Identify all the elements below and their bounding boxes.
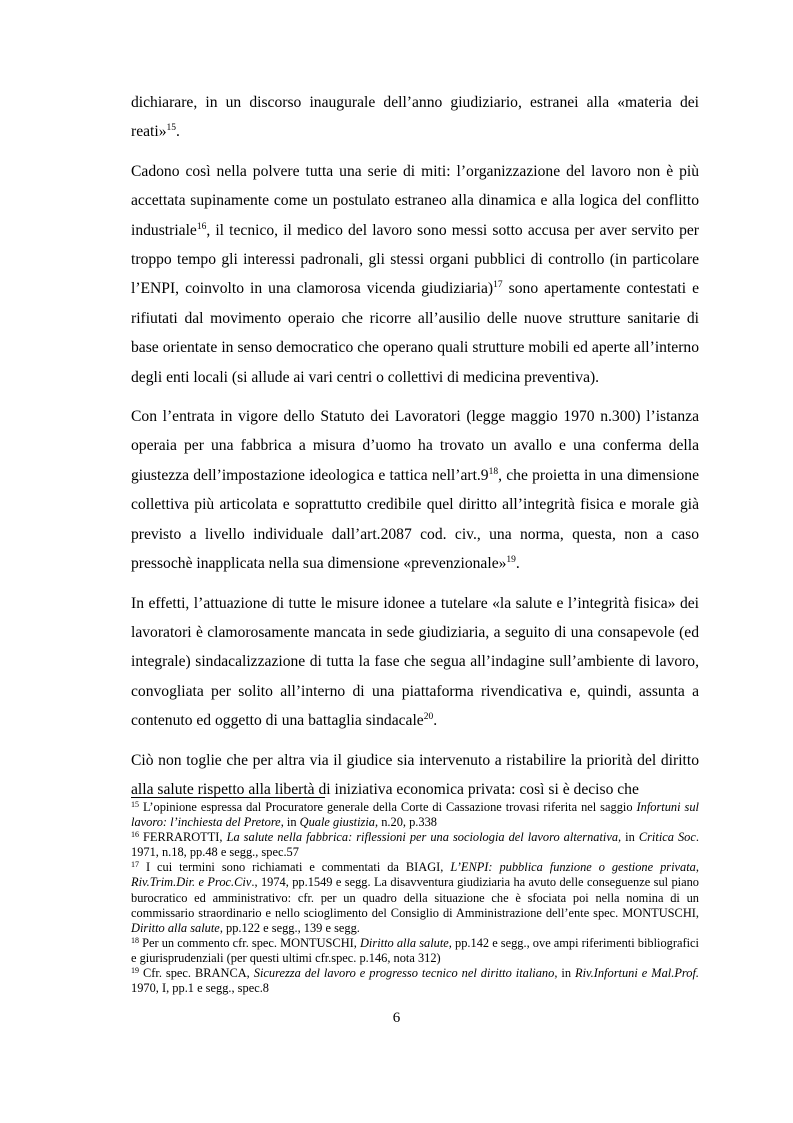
- footnotes: [131, 800, 699, 996]
- italic-title: Riv.Trim.Dir. e Proc.Civ: [131, 875, 252, 890]
- italic-title: Sicurezza del lavoro e progresso tecnico nel diritto italiano: [253, 966, 555, 981]
- footnote-ref: 20: [423, 712, 434, 723]
- paragraph: Ciò non toglie che per altra via il giudice sia intervenuto a ristabilire la priorità del diritto alla salute rispetto alla libertà di iniziativa economica privata: così si è deciso che: [131, 751, 699, 798]
- footnote-ref: 18: [488, 466, 499, 477]
- footnote-ref: 16: [131, 830, 139, 840]
- footnote-ref: 15: [131, 800, 139, 809]
- paragraph: Cadono così nella polvere tutta una serie di miti: l’organizzazione del lavoro non è più accettata supinamente come un postulato estraneo alla dinamica e alla logica del conflitto industriale$^{16}$, il tecnico, il medico del lavoro sono messi sotto accusa per aver servito per troppo tempo gli interessi padronali, gli stessi organi pubblici di controllo (in particolare l’ENPI, coinvolto in una clamorosa vicenda giudiziaria)$^{17}$ sono apertamente contestati e rifiutati dal movimento operaio che ricorre all’ausilio delle nuove strutture sanitarie di base orientate in senso democratico che operano quali strutture mobili ed aperte all’interno degli enti locali (si allude ai vari centri o collettivi di medicina preventiva).: [131, 162, 700, 386]
- footnote-ref: 19: [506, 555, 516, 566]
- italic-title: Diritto alla salute,: [359, 935, 452, 950]
- italic-title: L’ENPI: pubblica funzione o gestione privata: [450, 860, 696, 875]
- italic-title: Diritto alla salute: [131, 920, 220, 935]
- footnote: $^{18}$ Per un commento cfr. spec. MONTUSCHI, Diritto alla salute, pp.142 e segg., ove ampi riferimenti bibliografici e giurisprudenziali (per questi ultimi cfr.spec. p.146, nota 312): [131, 935, 700, 965]
- paragraph: Con l’entrata in vigore dello Statuto dei Lavoratori (legge maggio 1970 n.300) l’istanza operaia per una fabbrica a misura d’uomo ha trovato un avallo e una conferma della giustezza dell’impostazione ideologica e tattica $nell’art.9^{18}$, che proietta in una dimensione collettiva più articolata e soprattutto credibile quel diritto all’integrità fisica e morale già previsto a livello individuale dall’art.2087 cod. civ., una norma, questa, non a caso pressochè inapplicata nella sua dimensione «prevenzionale»$^{19}$.: [131, 408, 699, 573]
- footnote: $^{15}$ L’opinione espressa dal Procuratore generale della Corte di Cassazione trovasi riferita nel saggio Infortuni sul lavoro: l’inchiesta del Pretore, in Quale giustizia, n.20, p.338: [131, 800, 699, 830]
- italic-title: La salute nella fabbrica: riflessioni per una sociologia del lavoro alternativa,: [226, 830, 622, 845]
- page-number: 6: [392, 1010, 401, 1026]
- paragraph: In effetti, l’attuazione di tutte le misure idonee a tutelare «la salute e l’integrità fisica» dei lavoratori è clamorosamente mancata in sede giudiziaria, a seguito di una consapevole (ed integrale) sindacalizzazione di tutta la fase che segua all’indagine sull’ambiente di lavoro, convogliata per solito all’interno di una piattaforma rivendicativa e, quindi, assunta a contenuto ed oggetto di una battaglia sindacale$^{20}$.: [131, 594, 699, 730]
- paragraph: dichiarare, in un discorso inaugurale dell’anno giudiziario, estranei alla «materia dei reati»$^{15}$.: [131, 94, 699, 141]
- italic-title: Critica Soc: [638, 830, 696, 845]
- footnote-ref: 15: [166, 123, 176, 134]
- body-text: [131, 88, 699, 814]
- footnote-ref: 17: [131, 860, 139, 870]
- footnote: $^{17}$ I cui termini sono richiamati e commentati da BIAGI, L’ENPI: pubblica funzione o gestione privata, Riv.Trim.Dir. e Proc.Civ., 1974, pp.1549 e segg. La disavventura giudiziaria ha avuto delle conseguenze sul piano burocratico ed amministrativo: cfr. per un quadro della situazione che è sfociata poi nella nomina di un commissario straordinario e nello scioglimento del Consiglio di Amministrazione dell’ente spec. MONTUSCHI, Diritto alla salute, pp.122 e segg., 139 e segg.: [131, 860, 700, 935]
- footnote-separator: [131, 797, 325, 798]
- footnote: $^{19}$ Cfr. spec. BRANCA, Sicurezza del lavoro e progresso tecnico nel diritto italiano, in Riv.Infortuni e Mal.Prof. 1970, I, pp.1 e segg., spec.8: [131, 966, 699, 996]
- footnote-ref: 19: [131, 966, 139, 976]
- footnote-ref: 17: [493, 280, 503, 291]
- italic-title: Quale giustizia: [299, 815, 376, 830]
- italic-title: Infortuni sul lavoro: l’inchiesta del Pretore: [131, 800, 699, 830]
- footnote-ref: 16: [196, 221, 207, 232]
- footnote-ref: 18: [131, 935, 139, 945]
- italic-title: Riv.Infortuni e Mal.Prof.: [575, 966, 699, 981]
- footnote: $^{16}$ FERRAROTTI, La salute nella fabbrica: riflessioni per una sociologia del lavoro alternativa, in Critica Soc. 1971, n.18, pp.48 e segg., spec.57: [131, 830, 699, 860]
